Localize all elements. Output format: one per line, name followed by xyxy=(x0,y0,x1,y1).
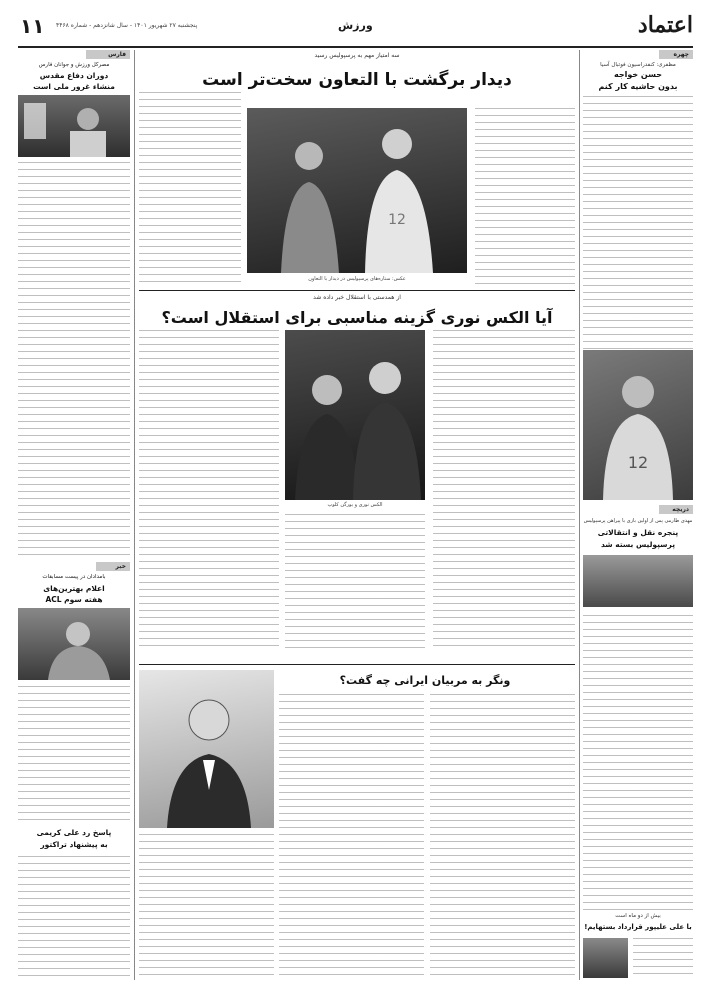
center-mid-kicker: از همدستی با استقلال خبر داده شد xyxy=(313,294,401,301)
left-mid-title-2: هفته سوم ACL xyxy=(45,595,103,604)
center-mid-body-left xyxy=(139,330,279,652)
center-mid-photo xyxy=(285,330,425,500)
left-column xyxy=(18,50,130,980)
section-label-chehre: چهره xyxy=(659,50,693,59)
svg-text:12: 12 xyxy=(388,212,406,228)
date-line: پنجشنبه ۲۷ شهریور ۱۴۰۱ - سال شانزدهم - شماره ۴۴۶۸ xyxy=(56,22,198,29)
center-top-story xyxy=(139,52,575,287)
center-mid-caption: الکس نوری و یورگن کلوپ xyxy=(327,502,383,508)
mid-story-body xyxy=(583,615,693,910)
page-number: ۱۱ xyxy=(20,14,45,38)
mid-story-kicker: مهدی طارمی پس از اولین بازی با پیراهن پرسپولیس xyxy=(583,518,693,524)
left-mid-section-label: خبر xyxy=(96,562,130,571)
center-bottom-story xyxy=(139,668,575,980)
center-top-title: دیدار برگشت با التعاون سخت‌تر است xyxy=(202,70,512,90)
center-rule-1 xyxy=(139,290,575,291)
center-top-body-left xyxy=(139,92,241,286)
left-mid-photo xyxy=(18,608,130,680)
newspaper-logo: اعتماد xyxy=(637,12,693,38)
header-rule xyxy=(18,46,693,48)
center-top-kicker: سه امتیاز مهم به پرسپولیس رسید xyxy=(314,52,400,59)
left-bottom-title-2: به پیشنهاد تراکتور xyxy=(40,840,108,849)
left-top-photo xyxy=(18,95,130,157)
center-rule-2 xyxy=(139,664,575,665)
left-mid-kicker: بامدادان در پیست مسابقات xyxy=(42,574,106,580)
top-story-title-2: بدون حاشیه کار کنم xyxy=(598,82,678,91)
center-bottom-body-right xyxy=(430,694,575,976)
left-mid-title-1: اعلام بهترین‌های xyxy=(43,584,105,593)
center-mid-body-center xyxy=(285,514,425,652)
left-top-title-2: منشاء غرور ملی است xyxy=(33,82,115,91)
mid-story-photo xyxy=(583,555,693,607)
player-photo xyxy=(583,350,693,500)
mid-story-title-2: پرسپولیس بسته شد xyxy=(600,540,676,549)
center-mid-title: آیا الکس نوری گزینه مناسبی برای استقلال است؟ xyxy=(161,308,553,327)
masthead xyxy=(18,14,693,44)
bottom-story-photo xyxy=(583,938,628,978)
right-divider xyxy=(579,50,580,980)
top-story-kicker: مظفری: کنفدراسیون فوتبال آسیا xyxy=(600,62,676,68)
left-top-title-1: دوران دفاع مقدس xyxy=(39,71,109,80)
mid-section-label: دریچه xyxy=(659,505,693,514)
bottom-story-kicker: بیش از دو ماه است xyxy=(615,913,661,919)
mid-story-title-1: پنجره نقل و انتقالاتی xyxy=(597,528,679,537)
left-top-body xyxy=(18,162,130,557)
left-divider xyxy=(134,50,135,980)
left-bottom-body xyxy=(18,856,130,978)
left-section-label: فارس xyxy=(86,50,130,59)
center-bottom-photo xyxy=(139,670,274,828)
right-column xyxy=(583,50,693,980)
left-top-kicker: مصرکل ورزش و جوانان فارس xyxy=(38,62,110,68)
left-bottom-title-1: پاسخ رد علی کریمی xyxy=(36,828,112,837)
center-top-caption: عکس: ستاره‌های پرسپولیس در دیدار با التعاون xyxy=(308,276,406,282)
center-bottom-body-left xyxy=(139,834,274,976)
bottom-story-title: با علی علیپور قرارداد بستهایم! xyxy=(584,923,692,931)
svg-text:12: 12 xyxy=(627,453,649,472)
center-top-body-right xyxy=(475,108,575,286)
bottom-story-body xyxy=(633,938,693,978)
top-story-title-1: حسن خواجه xyxy=(613,70,663,79)
left-mid-body xyxy=(18,686,130,824)
center-bottom-body-mid xyxy=(279,694,424,976)
center-mid-story xyxy=(139,294,575,659)
section-title: ورزش xyxy=(338,19,373,32)
center-bottom-title: ونگر به مربیان ایرانی چه گفت؟ xyxy=(339,674,511,687)
center-mid-body-right xyxy=(433,330,575,652)
center-top-photo xyxy=(247,108,467,273)
